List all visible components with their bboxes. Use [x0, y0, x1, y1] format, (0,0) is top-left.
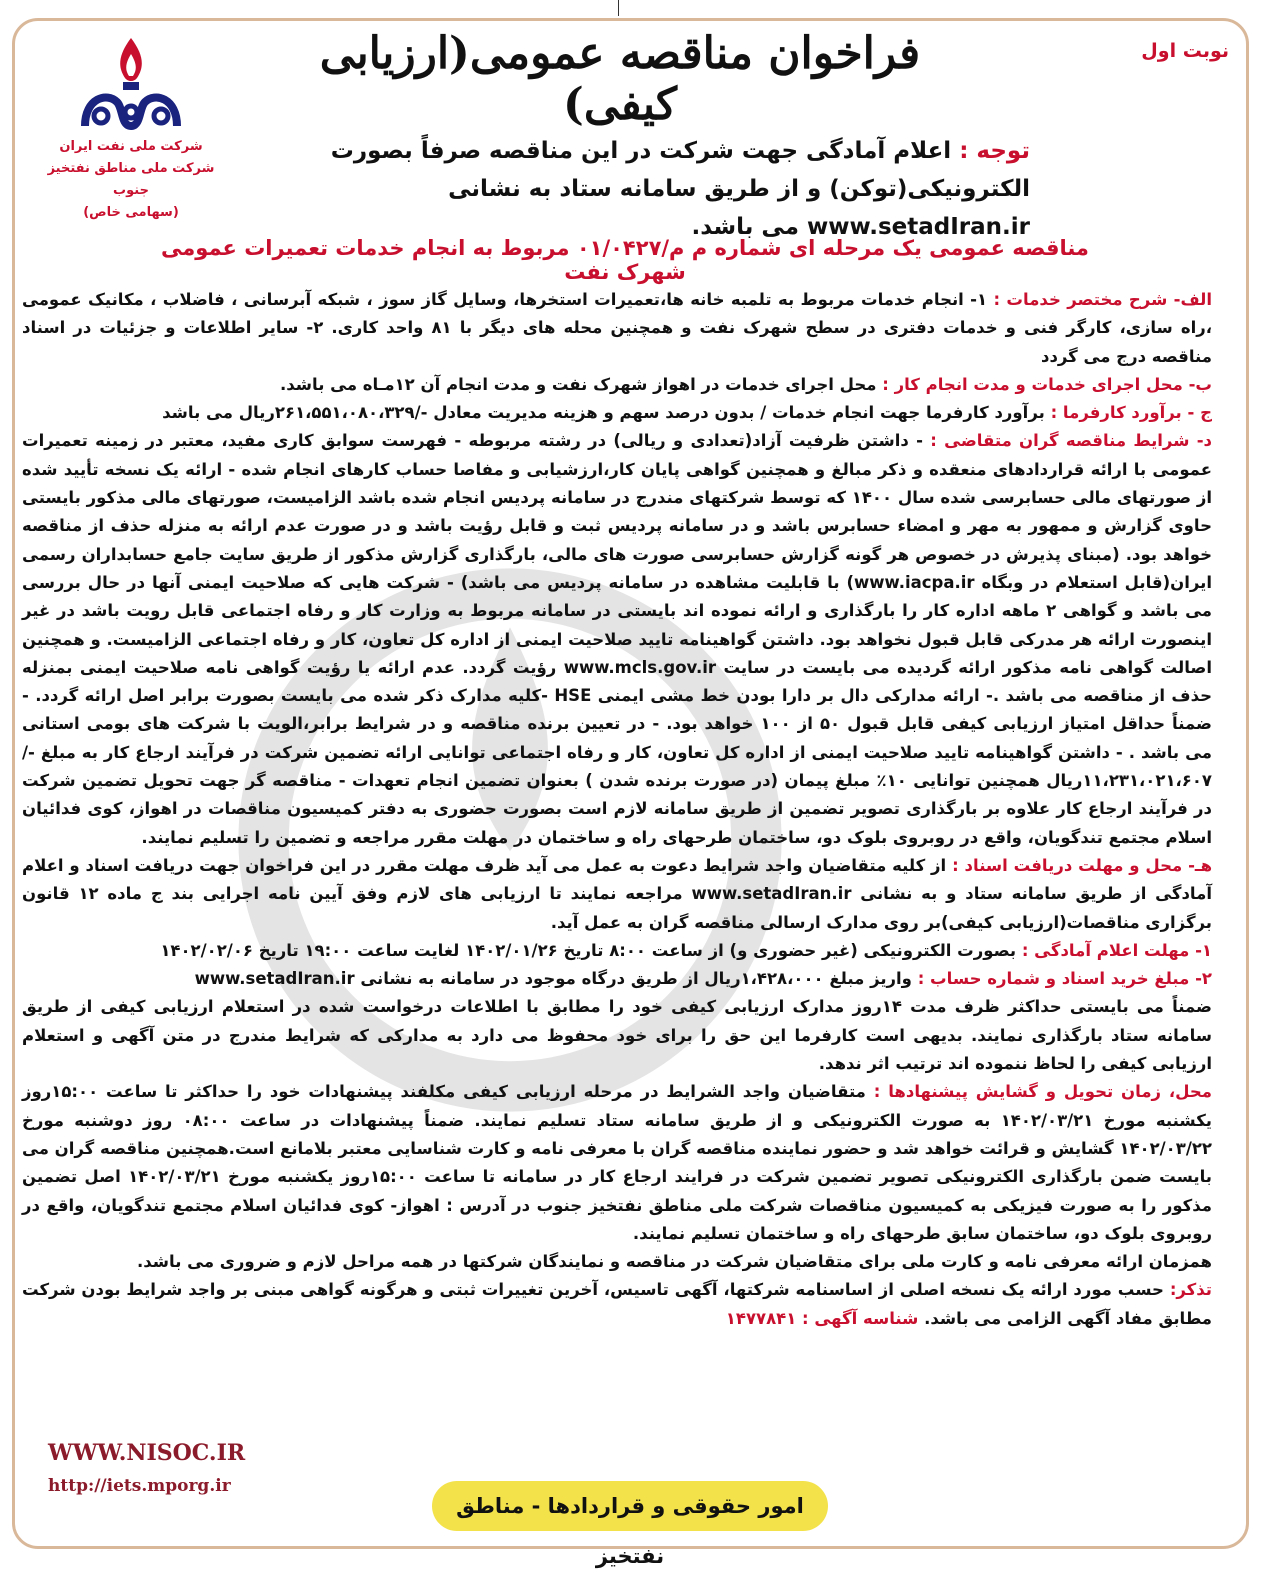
section-text: - داشتن ظرفیت آزاد(تعدادی و ریالی) در رشته مربوطه - فهرست سوابق کاری مفید، معتبر در زمینه تعمیرات عمومی با ارائه قراردادهای منعقده و ذکر مبالغ و همچنین گواهی پایان کار،ارزشیابی و مفاصا حساب کارهای انجام شده - ارائه یک نسخه تأیید شده از صورتهای مالی حسابرسی شده سال ۱۴۰۰ که توسط شرکتهای مندرج در سامانه پردیس انجام شده باشد الزامیست، صورتهای مالی مذکور بایستی حاوی گزارش و ممهور به مهر و امضاء حسابرس باشد و در سامانه پردیس ثبت و قابل رؤیت باشد و در صورت عدم ارائه به منزله حذف از مناقصه خواهد بود. (مبنای پذیرش در خصوص هر گونه گزارش حسابرسی صورت های مالی، بارگذاری گزارش مذکور از طریق سایت جامع حسابداران رسمی ایران(قابل استعلام در وبگاه www.iacpa.ir) با قابلیت مشاهده در سامانه پردیس می باشد) - شرکت هایی که صلاحیت ایمنی آنها در حال بررسی می باشد و گواهی ۲ ماهه اداره کار را بارگذاری و ارائه نموده اند بایستی در سامانه مربوط به وزارت کار و رفاه اجتماعی قابل رویت باشد در غیر اینصورت ارائه هر مدرکی قابل قبول نخواهد بود. داشتن گواهینامه تایید صلاحیت ایمنی از اداره کل تعاون، کار و رفاه اجتماعی الزامیست. و همچنین اصالت گواهی نامه مذکور ارائه گردیده می بایست در سایت www.mcls.gov.ir رؤیت گردد. عدم ارائه یا رؤیت گواهی نامه صلاحیت ایمنی بمنزله حذف از مناقصه می باشد .- ارائه مدارکی دال بر دارا بودن خط مشی ایمنی HSE -کلیه مدارک ذکر شده می بایست بصورت برابر اصل ارائه گردد. - ضمناً حداقل امتیاز ارزیابی کیفی قابل قبول ۵۰ از ۱۰۰ خواهد بود. - در تعیین برنده مناقصه و در شرایط برابر،الویت با شرکت های بومی استانی می باشد . - داشتن گواهینامه تایید صلاحیت ایمنی از اداره کل تعاون، کار و رفاه اجتماعی توانایی ارائه تضمین شرکت در فرآیند ارجاع کار به مبلغ -/۱۱،۲۳۱،۰۲۱،۶۰۷ریال همچنین توانایی ۱۰٪ مبلغ پیمان (در صورت برنده شدن ) بعنوان تضمین انجام تعهدات - مناقصه گر جهت تحویل تضمین شرکت در فرآیند ارجاع کار علاوه بر بارگذاری تصویر تضمین از طریق سامانه لازم است بصورت حضوری به دفتر کمیسیون مناقصات در اهواز، کوی فدائیان اسلام مجتمع تندگویان، واقع در روبروی بلوک دو، ساختمان طرحهای راه و ساختمان در مهلت مقرر مراجعه و تضمین را تسلیم نمایند.	[22, 431, 1213, 847]
section-id-note	[22, 1248, 1212, 1276]
ad-id: ۱۴۷۷۸۴۱	[725, 1308, 797, 1328]
section-text: همزمان ارائه معرفی نامه و کارت ملی برای متقاضیان شرکت در مناقصه و نمایندگان شرکتها در همه مراحل لازم و ضروری می باشد.	[136, 1252, 1212, 1272]
section-text: حسب مورد ارائه یک نسخه اصلی از اساسنامه شرکتها، آگهی تاسیس، آخرین تغییرات ثبتی و هرگونه گواهی مبنی بر واجد شرایط بودن شرکت مطابق مفاد آگهی الزامی می باشد.	[22, 1280, 1212, 1328]
notice-text: اعلام آمادگی جهت شرکت در این مناقصه صرفاً بصورت الکترونیکی(توکن) و از طریق سامانه ستاد به نشانی www.setadIran.ir می باشد.	[330, 138, 1030, 240]
notice-label: توجه :	[959, 138, 1030, 164]
company-name-1: شرکت ملی نفت ایران	[59, 139, 203, 154]
section-heading: ۱- مهلت اعلام آمادگی :	[1021, 940, 1212, 960]
footer-links	[48, 1440, 245, 1496]
section-d	[22, 427, 1212, 851]
section-text: برآورد کارفرما جهت انجام خدمات / بدون درصد سهم و هزینه مدیریت معادل -/۲۶۱،۵۵۱،۰۸۰،۳۲۹ریال می باشد	[162, 403, 1045, 423]
company-logo-block	[42, 36, 220, 224]
section-document-fee	[22, 965, 1212, 993]
section-text: بصورت الکترونیکی (غیر حضوری و) از ساعت ۸:۰۰ تاریخ ۱۴۰۲/۰۱/۲۶ لغایت ساعت ۱۹:۰۰ تاریخ ۱۴۰۲/۰۲/۰۶	[160, 940, 1017, 960]
tender-title: مناقصه عمومی یک مرحله ای شماره م م/۰۱/۰۴۲۷ مربوط به انجام خدمات تعمیرات عمومی شهرک نفت	[161, 236, 1089, 284]
section-heading: الف- شرح مختصر خدمات :	[993, 290, 1212, 309]
website-link[interactable]: WWW.NISOC.IR	[48, 1440, 246, 1466]
notice-block	[230, 132, 1030, 246]
section-heading: هـ- محل و مهلت دریافت اسناد :	[952, 855, 1213, 875]
website-link-2[interactable]: http://iets.mporg.ir	[48, 1476, 231, 1496]
section-text: ۱- انجام خدمات مربوط به تلمبه خانه ها،تعمیرات استخرها، وسایل گاز سوز ، شبکه آبرسانی ، فاضلاب ، مکانیک عمومی ،راه سازی، کارگر فنی و خدمات دفتری در سطح شهرک نفت و همچنین محله های دیگر با ۸۱ واحد کاری. ۲- سایر اطلاعات و جزئیات در اسناد مناقصه درج می گردد	[22, 290, 1212, 366]
company-name-2: شرکت ملی مناطق نفتخیز جنوب	[47, 161, 215, 198]
section-heading: ب- محل اجرای خدمات و مدت انجام کار :	[882, 374, 1212, 394]
ad-id-label: شناسه آگهی :	[802, 1308, 919, 1328]
section-c	[22, 399, 1212, 427]
top-divider-line	[618, 0, 619, 16]
section-text: متقاضیان واجد الشرایط در مرحله ارزیابی کیفی مکلفند پیشنهادات خود را حداکثر تا ساعت ۱۵:۰۰روز یکشنبه مورخ ۱۴۰۲/۰۳/۲۱ به صورت الکترونیکی و از طریق سامانه ستاد تسلیم نمایند. ضمناً پیشنهادات در ساعت ۰۸:۰۰ روز دوشنبه مورخ ۱۴۰۲/۰۳/۲۲ گشایش و قرائت خواهد شد و حضور نماینده مناقصه گران با معرفی نامه و کارت شناسایی معتبر بلامانع است.همچنین مناقصه گران می بایست ضمن بارگذاری الکترونیکی تصویر تضمین شرکت در فرایند ارجاع کار در سامانه تا ساعت ۱۵:۰۰روز یکشنبه مورخ ۱۴۰۲/۰۳/۲۱ اصل تضمین مذکور را به صورت فیزیکی به کمیسیون مناقصات شرکت ملی مناطق نفتخیز جنوب در آدرس : اهواز- کوی فدائیان اسلام مجتمع تندگویان، واقع در روبروی بلوک دو، ساختمان سابق طرحهای راه و ساختمان تسلیم نمایند.	[22, 1082, 1212, 1243]
section-text: محل اجرای خدمات در اهواز شهرک نفت و مدت انجام آن ۱۲مـاه می باشد.	[279, 374, 877, 394]
section-a	[22, 286, 1212, 371]
section-heading: تذکر:	[1169, 1280, 1212, 1300]
section-text: ضمناً می بایستی حداکثر ظرف مدت ۱۴روز مدارک ارزیابی کیفی خود را مطابق با اطلاعات درخواست شده در استعلام ارزیابی کیفی از طریق سامانه ستاد بارگذاری نمایند. بدیهی است کارفرما این حق را برای خود محفوظ می دارد به مدارکی که شرایط مندرج در متن آگهی و استعلام ارزیابی کیفی را لحاظ ننموده اند ترتیب اثر ندهد.	[22, 997, 1212, 1074]
tender-body	[22, 286, 1212, 1333]
section-e	[22, 852, 1212, 937]
footer-banner: امور حقوقی و قراردادها - مناطق نفتخیز	[432, 1481, 828, 1531]
section-reminder	[22, 1276, 1212, 1333]
section-heading: د- شرایط مناقصه گران متقاضی :	[930, 431, 1213, 451]
section-delivery	[22, 1078, 1212, 1248]
nioc-logo-icon	[71, 36, 191, 136]
section-heading: ج - برآورد کارفرما :	[1050, 403, 1212, 423]
section-upload-note	[22, 993, 1212, 1078]
section-text: از کلیه متقاضیان واجد شرایط دعوت به عمل می آید ظرف مهلت مقرر در این فراخوان جهت دریافت اسناد و اعلام آمادگی از طریق سامانه ستاد و به نشانی www.setadIran.ir مراجعه نمایند تا ارزیابی های لازم وفق آیین نامه اجرایی بند ج ماده ۱۲ قانون برگزاری مناقصات(ارزیابی کیفی)بر روی مدارک ارسالی مناقصه گران به عمل آید.	[22, 855, 1212, 932]
notice-round: نوبت اول	[1141, 40, 1229, 62]
section-text: واریز مبلغ ۱،۴۲۸،۰۰۰ریال از طریق درگاه موجود در سامانه به نشانی www.setadIran.ir	[194, 969, 912, 989]
section-b	[22, 371, 1212, 399]
section-heading: ۲- مبلغ خرید اسناد و شماره حساب :	[917, 969, 1212, 989]
section-heading: محل، زمان تحویل و گشایش پیشنهادها :	[873, 1082, 1213, 1102]
page-title: فراخوان مناقصه عمومی(ارزیابی کیفی)	[319, 28, 921, 130]
section-readiness-deadline	[22, 937, 1212, 965]
company-type: (سهامی خاص)	[83, 205, 179, 220]
